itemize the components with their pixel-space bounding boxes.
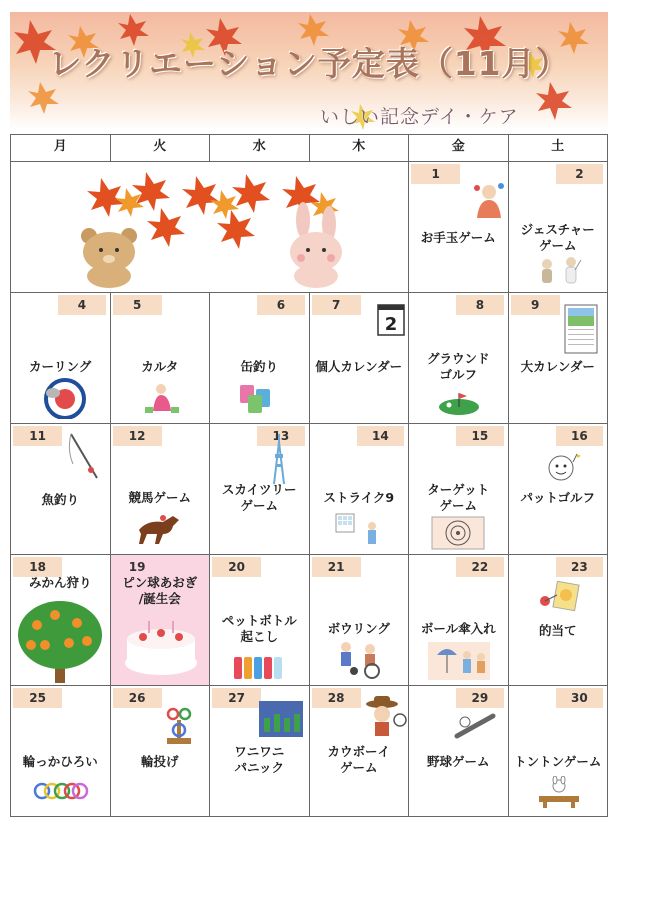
cowboy-icon: [362, 694, 408, 740]
activity-label-line1: ターゲット: [427, 482, 490, 497]
day-cell-16: [508, 424, 608, 555]
calendar-number: 2: [384, 314, 397, 335]
day-cell-13: [210, 424, 310, 555]
fishing-rod-icon: [65, 430, 105, 482]
day-number: 14: [357, 426, 404, 446]
day-cell-5: [110, 293, 210, 424]
calendar-page-icon: [376, 301, 408, 337]
activity-label: ストライク9: [323, 490, 395, 505]
day-number: 30: [556, 688, 603, 708]
day-cell-20: [210, 555, 310, 686]
weekday-mon: 月: [11, 135, 111, 162]
activity-label-line2: /誕生会: [138, 591, 181, 606]
day-cell-11: [11, 424, 111, 555]
activity-label: 輪投げ: [140, 754, 179, 769]
ring-toss-icon: [163, 706, 197, 746]
weekday-wed: 水: [210, 135, 310, 162]
bear-icon: [81, 228, 137, 288]
activity-label: 缶釣り: [240, 359, 278, 374]
activity-label: トントンゲーム: [514, 754, 602, 769]
gesture-people-icon: [537, 256, 583, 288]
tonton-sumo-icon: [535, 776, 583, 810]
activity-label-line2: ゲーム: [339, 760, 378, 775]
activity-label: ボウリング: [327, 621, 390, 636]
day-cell-9: [508, 293, 608, 424]
day-cell-19: [110, 555, 210, 686]
juggling-person-icon: [471, 182, 507, 218]
activity-label: 個人カレンダー: [315, 359, 403, 374]
cans-icon: [238, 381, 278, 415]
activity-label: 輪っかひろい: [22, 754, 98, 769]
activity-label-line1: スカイツリー: [221, 482, 297, 497]
day-cell-12: [110, 424, 210, 555]
curling-target-icon: [39, 375, 87, 419]
activity-label-line2: 起こし: [240, 629, 278, 644]
skytree-icon: [266, 432, 292, 486]
activity-label-line1: グラウンド: [426, 351, 490, 366]
day-number: 13: [257, 426, 304, 446]
activity-label: 魚釣り: [41, 492, 79, 507]
day-cell-27: [210, 686, 310, 817]
day-cell-15: [409, 424, 509, 555]
pet-bottles-icon: [232, 651, 288, 681]
activity-label-line1: ピン球あおぎ: [122, 575, 198, 590]
day-cell-2: [508, 162, 608, 293]
weekday-fri: 金: [409, 135, 509, 162]
activity-label: 競馬ゲーム: [128, 490, 191, 505]
day-number: 18: [13, 557, 62, 577]
day-number: 21: [312, 557, 361, 577]
weekday-tue: 火: [110, 135, 210, 162]
activity-label-line2: ゴルフ: [439, 367, 477, 382]
strike-nine-icon: [334, 512, 384, 548]
weekday-sat: 土: [508, 135, 608, 162]
day-cell-23: [508, 555, 608, 686]
day-cell-30: [508, 686, 608, 817]
schedule-table: [10, 134, 608, 817]
activity-label: お手玉ゲーム: [420, 230, 496, 245]
day-number: 5: [113, 295, 162, 315]
day-cell-14: [309, 424, 409, 555]
birthday-cake-icon: [121, 613, 201, 679]
target-board-icon: [537, 581, 581, 617]
day-number: 8: [456, 295, 503, 315]
weekday-thu: 木: [309, 135, 409, 162]
day-cell-26: [110, 686, 210, 817]
golf-green-icon: [437, 389, 481, 417]
day-number: 6: [257, 295, 304, 315]
day-number: 11: [13, 426, 62, 446]
whack-a-croc-icon: [258, 700, 304, 738]
baseball-bat-icon: [453, 708, 501, 742]
day-cell-28: [309, 686, 409, 817]
activity-label-line1: ジェスチャー: [520, 222, 595, 237]
day-number: 12: [113, 426, 162, 446]
activity-label-line1: ペットボトル: [221, 613, 297, 628]
day-number: 23: [556, 557, 603, 577]
rings-icon: [33, 780, 89, 802]
day-number: 9: [511, 295, 560, 315]
facility-name: いしい記念デイ・ケア: [320, 106, 519, 128]
activity-label: 大カレンダー: [520, 359, 595, 374]
activity-label-line2: ゲーム: [538, 238, 577, 253]
day-number: 20: [212, 557, 261, 577]
day-number: 25: [13, 688, 62, 708]
target-mat-icon: [431, 516, 485, 550]
day-cell-21: [309, 555, 409, 686]
day-number: 4: [58, 295, 105, 315]
activity-label: 野球ゲーム: [426, 754, 490, 769]
day-number: 16: [556, 426, 603, 446]
activity-label: ボール傘入れ: [420, 621, 496, 636]
bears-and-leaves-illustration: [71, 168, 361, 288]
day-number: 27: [212, 688, 261, 708]
day-cell-29: [409, 686, 509, 817]
day-cell-6: [210, 293, 310, 424]
karuta-player-icon: [143, 381, 183, 415]
wall-calendar-icon: [563, 303, 599, 355]
day-cell-8: [409, 293, 509, 424]
orange-tree-icon: [15, 595, 107, 685]
day-cell-18: [11, 555, 111, 686]
activity-label: パットゴルフ: [520, 490, 595, 505]
day-cell-22: [409, 555, 509, 686]
day-number: 7: [312, 295, 361, 315]
day-cell-1: [409, 162, 509, 293]
day-number: 1: [411, 164, 460, 184]
day-number: 19: [128, 560, 146, 574]
activity-label-line1: カウボーイ: [327, 744, 390, 759]
activity-label-line2: パニック: [234, 760, 284, 775]
activity-label: 的当て: [538, 623, 577, 638]
activity-label: カーリング: [29, 359, 92, 374]
day-number: 22: [456, 557, 503, 577]
racehorse-icon: [133, 510, 189, 546]
day-number: 2: [556, 164, 603, 184]
day-cell-25: [11, 686, 111, 817]
bowling-players-icon: [332, 639, 388, 679]
day-number: 29: [456, 688, 503, 708]
illustration-cell: [11, 162, 409, 293]
day-number: 26: [113, 688, 162, 708]
day-number: 15: [456, 426, 503, 446]
golf-ball-character-icon: [545, 452, 581, 488]
day-cell-4: [11, 293, 111, 424]
activity-label-line2: ゲーム: [240, 498, 278, 513]
activity-label: カルタ: [141, 359, 179, 374]
activity-label-line2: ゲーム: [439, 498, 477, 513]
page-title: レクリエーション予定表（11月）: [48, 44, 570, 83]
activity-label: みかん狩り: [28, 575, 92, 590]
activity-label-line1: ワニワニ: [234, 744, 285, 759]
day-number: 28: [312, 688, 361, 708]
ball-umbrella-icon: [427, 641, 491, 681]
day-cell-7: [309, 293, 409, 424]
header-banner: [10, 12, 608, 130]
